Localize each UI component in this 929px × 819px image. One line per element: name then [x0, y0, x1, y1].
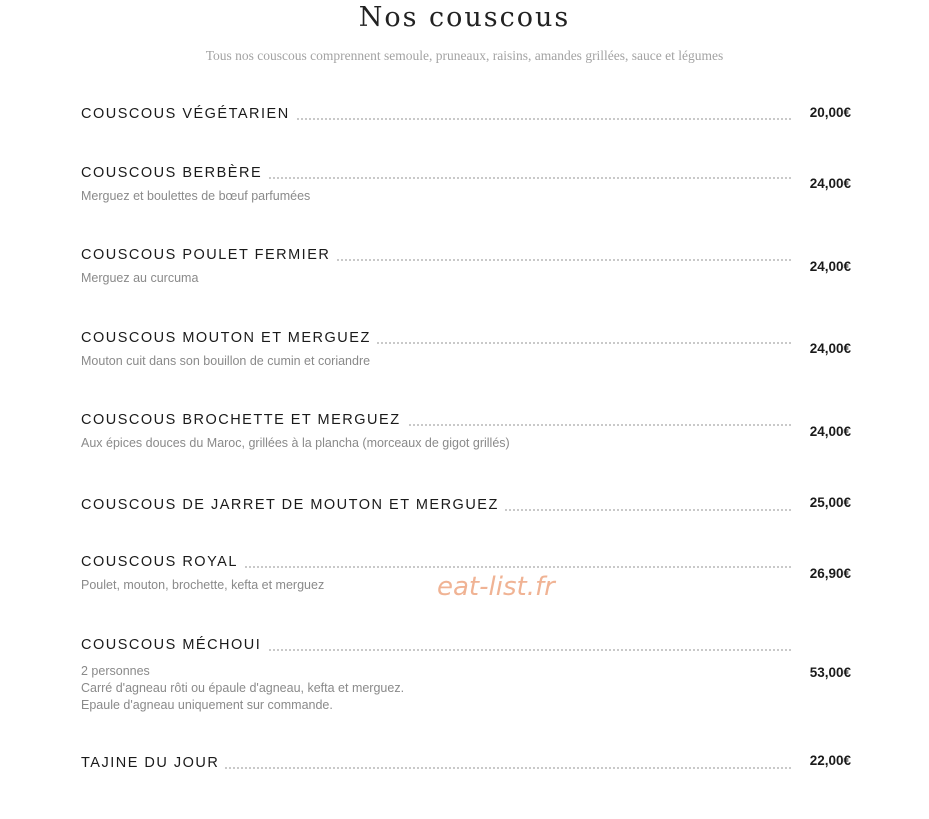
item-price: 24,00€ [809, 341, 851, 356]
item-name: COUSCOUS BERBÈRE [81, 163, 268, 183]
item-price: 24,00€ [809, 424, 851, 439]
item-description: Mouton cuit dans son bouillon de cumin et coriandre [81, 354, 371, 368]
item-price: 22,00€ [809, 753, 851, 768]
item-name: COUSCOUS DE JARRET DE MOUTON ET MERGUEZ [81, 495, 505, 515]
menu-item [81, 245, 851, 287]
page-subtitle: Tous nos couscous comprennent semoule, pruneaux, raisins, amandes grillées, sauce et légumes [205, 48, 724, 63]
menu-item [81, 163, 851, 205]
menu-item [81, 328, 851, 370]
item-name: COUSCOUS ROYAL [81, 552, 244, 572]
item-price: 53,00€ [809, 665, 851, 680]
menu-item [81, 410, 851, 452]
item-price: 26,90€ [809, 566, 851, 581]
item-description-line: Carré d'agneau rôti ou épaule d'agneau, kefta et merguez. [81, 681, 405, 695]
item-description: Merguez au curcuma [81, 271, 199, 285]
item-name: COUSCOUS MÉCHOUI [81, 635, 267, 655]
item-description [81, 663, 851, 714]
item-name: COUSCOUS VÉGÉTARIEN [81, 104, 296, 124]
menu-item [81, 104, 851, 124]
item-price: 24,00€ [809, 259, 851, 274]
item-price: 25,00€ [809, 495, 851, 510]
menu-item [81, 753, 851, 773]
item-description-line: Epaule d'agneau uniquement sur commande. [81, 698, 333, 712]
item-name: COUSCOUS POULET FERMIER [81, 245, 336, 265]
menu-item [81, 495, 851, 515]
item-description: Aux épices douces du Maroc, grillées à la plancha (morceaux de gigot grillés) [81, 436, 510, 450]
item-price: 24,00€ [809, 176, 851, 191]
item-description-line: 2 personnes [81, 664, 150, 678]
item-description: Poulet, mouton, brochette, kefta et merguez [81, 578, 325, 592]
item-name: COUSCOUS BROCHETTE ET MERGUEZ [81, 410, 407, 430]
item-name: COUSCOUS MOUTON ET MERGUEZ [81, 328, 377, 348]
watermark: eat-list.fr [437, 572, 555, 602]
page-title: Nos couscous [358, 2, 571, 33]
item-price: 20,00€ [809, 105, 851, 120]
menu-item [81, 635, 851, 714]
item-description: Merguez et boulettes de bœuf parfumées [81, 189, 311, 203]
item-name: TAJINE DU JOUR [81, 753, 225, 773]
